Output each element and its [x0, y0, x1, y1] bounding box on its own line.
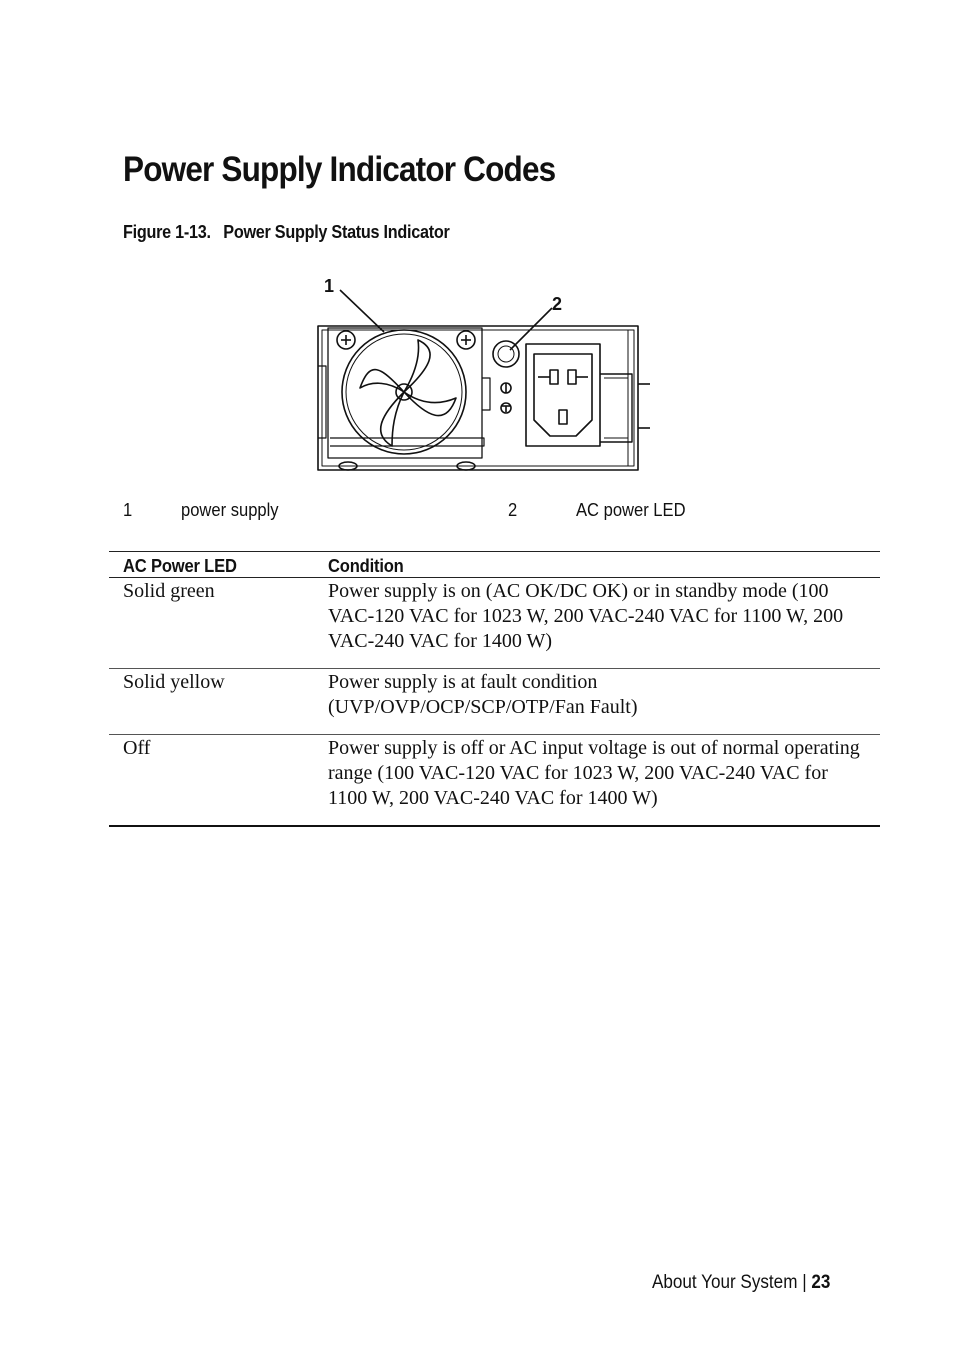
page-number: 23 — [811, 1272, 831, 1293]
led-state-cell: Off — [109, 735, 323, 827]
screw-icon — [457, 331, 475, 349]
callout-number-1: 1 — [123, 500, 133, 520]
cord-retention-clip — [600, 374, 650, 442]
callout-label-ac-power-led: AC power LED — [576, 500, 686, 520]
ac-inlet-connector — [526, 344, 600, 446]
page-title: Power Supply Indicator Codes — [123, 150, 556, 189]
indicator-codes-table — [109, 551, 880, 827]
footer-separator: | — [802, 1272, 807, 1293]
condition-cell: Power supply is off or AC input voltage is out of normal operating range (100 VAC-120 VAC for 1023 W, 200 VAC-240 VAC for 1100 W, 200 VAC-240 VAC for 1400 W) — [323, 735, 880, 827]
figure-caption-text: Power Supply Status Indicator — [223, 222, 450, 242]
screw-icon — [337, 331, 355, 349]
footer-section-title: About Your System — [652, 1272, 798, 1293]
page-footer — [652, 1272, 830, 1294]
callout-2-marker: 2 — [552, 294, 563, 314]
ac-power-led — [493, 341, 519, 367]
table-header-condition: Condition — [323, 552, 880, 578]
led-state-cell: Solid yellow — [109, 669, 323, 735]
ground-symbol-icon — [501, 403, 511, 413]
figure-number: Figure 1-13. — [123, 222, 211, 242]
callout-label-power-supply: power supply — [181, 500, 279, 520]
table-header-ac-power-led: AC Power LED — [109, 552, 323, 578]
callout-number-2: 2 — [508, 500, 518, 520]
status-symbol-icon — [501, 383, 511, 393]
fan-icon — [330, 330, 484, 454]
condition-cell: Power supply is on (AC OK/DC OK) or in standby mode (100 VAC-120 VAC for 1023 W, 200 VAC-240 VAC for 1100 W, 200 VAC-240 VAC for 1400 W) — [323, 578, 880, 669]
table-header-row — [109, 552, 880, 578]
callout-1-marker: 1 — [324, 276, 335, 296]
figure-caption — [123, 222, 450, 243]
condition-cell: Power supply is at fault condition (UVP/OVP/OCP/SCP/OTP/Fan Fault) — [323, 669, 880, 735]
power-supply-illustration — [300, 270, 660, 476]
led-state-cell: Solid green — [109, 578, 323, 669]
table-row — [109, 669, 880, 735]
table-row — [109, 578, 880, 669]
table-row — [109, 735, 880, 827]
